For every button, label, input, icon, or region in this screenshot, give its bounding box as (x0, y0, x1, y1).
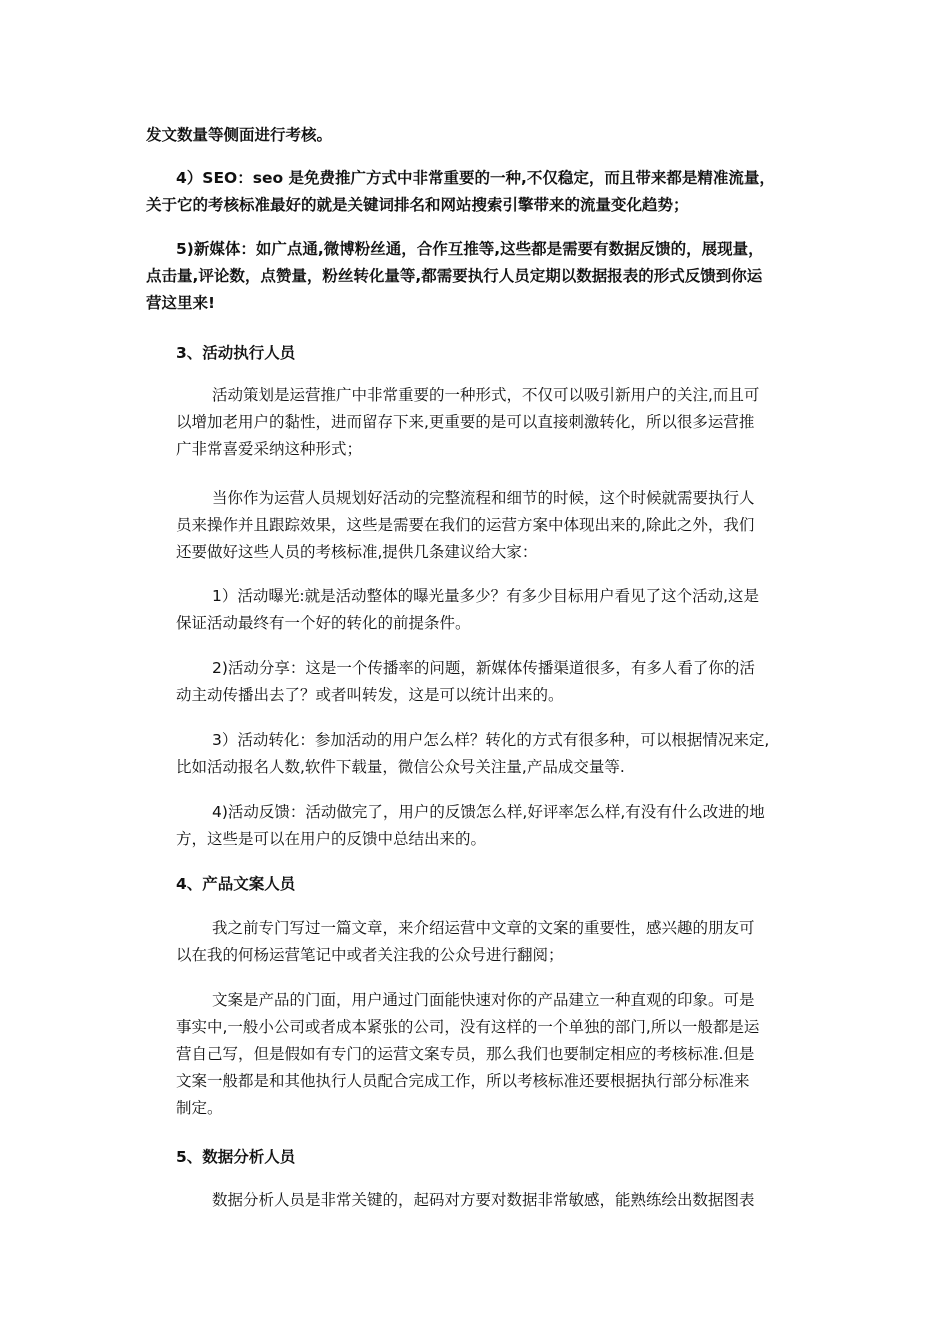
paragraph-seo (146, 165, 814, 219)
paragraph-copywriting-importance (146, 987, 814, 1122)
paragraph-activity-conversion (146, 727, 814, 781)
text-line: 发文数量等侧面进行考核。 (146, 126, 333, 144)
text-line: 文案是产品的门面，用户通过门面能快速对你的产品建立一种直观的印象。可是 (212, 991, 755, 1009)
text-line: 比如活动报名人数,软件下载量，微信公众号关注量,产品成交量等. (176, 758, 625, 776)
text-line: 3）活动转化：参加活动的用户怎么样？转化的方式有很多种，可以根据情况来定, (212, 731, 770, 749)
text-line: 4）SEO：seo 是免费推广方式中非常重要的一种,不仅稳定，而且带来都是精准流量， (176, 169, 775, 187)
text-line: 营这里来! (146, 294, 216, 312)
text-line: 员来操作并且跟踪效果，这些是需要在我们的运营方案中体现出来的,除此之外，我们 (176, 516, 755, 534)
paragraph-activity-feedback (146, 799, 814, 853)
paragraph-activity-execution (146, 485, 814, 566)
text-line: 5)新媒体：如广点通,微博粉丝通，合作互推等,这些都是需要有数据反馈的，展现量， (176, 240, 764, 258)
text-line: 数据分析人员是非常关键的，起码对方要对数据非常敏感，能熟练绘出数据图表 (212, 1191, 755, 1209)
heading-data-analysis-staff (146, 1144, 814, 1171)
text-line: 制定。 (176, 1099, 223, 1117)
paragraph-data-analysis (146, 1187, 814, 1214)
text-line: 方，这些是可以在用户的反馈中总结出来的。 (176, 830, 487, 848)
paragraph-activity-exposure (146, 583, 814, 637)
section-heading: 4、产品文案人员 (176, 875, 296, 893)
text-line: 以在我的何杨运营笔记中或者关注我的公众号进行翻阅； (176, 946, 564, 964)
text-line: 关于它的考核标准最好的就是关键词排名和网站搜索引擎带来的流量变化趋势； (146, 196, 689, 214)
paragraph-assessment-end (146, 122, 814, 149)
text-line: 保证活动最终有一个好的转化的前提条件。 (176, 614, 471, 632)
text-line: 动主动传播出去了？或者叫转发，这是可以统计出来的。 (176, 686, 564, 704)
paragraph-copywriting-article (146, 915, 814, 969)
text-line: 当你作为运营人员规划好活动的完整流程和细节的时候，这个时候就需要执行人 (212, 489, 755, 507)
text-line: 1）活动曝光:就是活动整体的曝光量多少？有多少目标用户看见了这个活动,这是 (212, 587, 760, 605)
text-line: 2)活动分享：这是一个传播率的问题，新媒体传播渠道很多，有多人看了你的活 (212, 659, 755, 677)
text-line: 事实中,一般小公司或者成本紧张的公司，没有这样的一个单独的部门,所以一般都是运 (176, 1018, 760, 1036)
text-line: 点击量,评论数，点赞量，粉丝转化量等,都需要执行人员定期以数据报表的形式反馈到你运 (146, 267, 763, 285)
text-line: 我之前专门写过一篇文章，来介绍运营中文章的文案的重要性，感兴趣的朋友可 (212, 919, 755, 937)
text-line: 文案一般都是和其他执行人员配合完成工作，所以考核标准还要根据执行部分标准来 (176, 1072, 750, 1090)
paragraph-activity-planning (146, 382, 814, 463)
text-line: 4)活动反馈：活动做完了，用户的反馈怎么样,好评率怎么样,有没有什么改进的地 (212, 803, 765, 821)
text-line: 还要做好这些人员的考核标准,提供几条建议给大家： (176, 543, 538, 561)
heading-activity-staff (146, 340, 814, 367)
paragraph-activity-sharing (146, 655, 814, 709)
text-line: 以增加老用户的黏性，进而留存下来,更重要的是可以直接刺激转化，所以很多运营推 (176, 413, 755, 431)
text-line: 广非常喜爱采纳这种形式； (176, 440, 363, 458)
text-line: 活动策划是运营推广中非常重要的一种形式，不仅可以吸引新用户的关注,而且可 (212, 386, 760, 404)
text-line: 营自己写，但是假如有专门的运营文案专员，那么我们也要制定相应的考核标准.但是 (176, 1045, 755, 1063)
paragraph-new-media (146, 236, 814, 317)
section-heading: 5、数据分析人员 (176, 1148, 296, 1166)
heading-copywriting-staff (146, 871, 814, 898)
section-heading: 3、活动执行人员 (176, 344, 296, 362)
